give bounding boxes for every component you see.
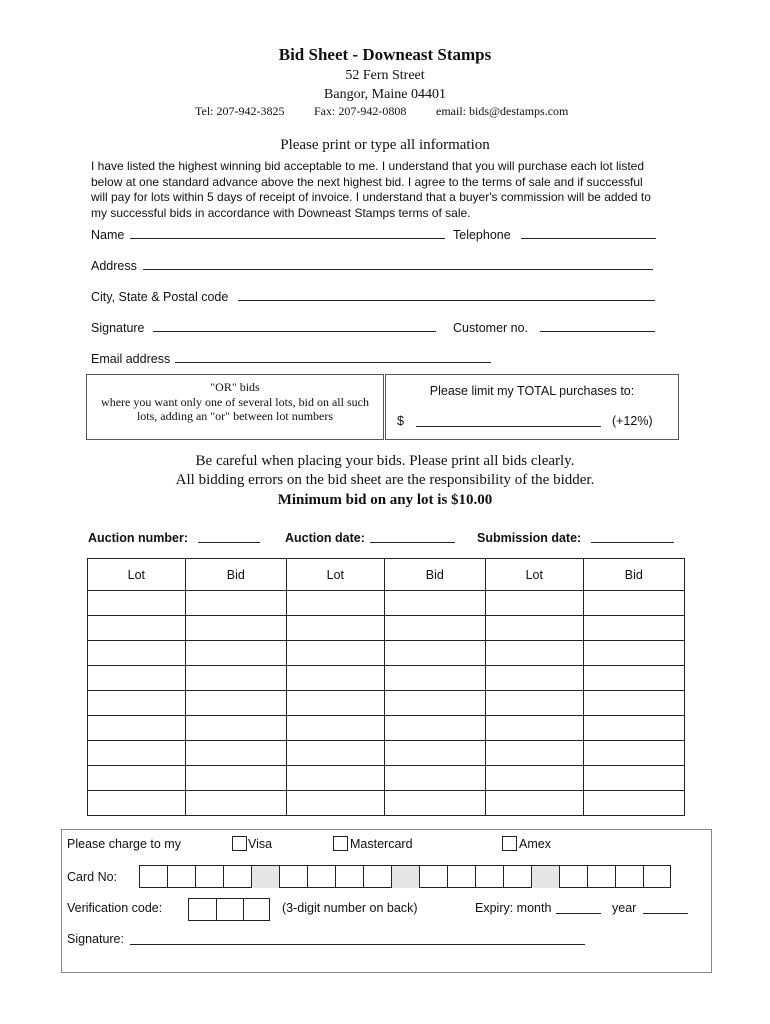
amex-label: Amex: [519, 837, 551, 851]
careful-note: Be careful when placing your bids. Please print all bids clearly.: [195, 453, 575, 469]
address-label: Address: [91, 259, 137, 273]
table-row: [88, 766, 685, 791]
charge-to-label: Please charge to my: [67, 837, 181, 851]
or-bids-text: where you want only one of several lots, bid on all such: [101, 395, 369, 409]
card-digit-cell[interactable]: [224, 866, 252, 888]
terms-line: below at one standard advance above the next highest bid. I agree to the terms of sale and if successful: [91, 174, 643, 189]
auction-date-field[interactable]: [370, 542, 455, 543]
lot-cell[interactable]: [88, 641, 186, 666]
bid-cell[interactable]: [185, 766, 286, 791]
table-row: [88, 791, 685, 816]
lot-cell[interactable]: [88, 791, 186, 816]
card-separator-cell: [392, 866, 420, 888]
card-number-field[interactable]: [139, 865, 671, 888]
bid-cell[interactable]: [384, 641, 485, 666]
terms-line: my successful bids in accordance with Downeast Stamps terms of sale.: [91, 205, 471, 220]
visa-label: Visa: [248, 837, 273, 851]
premium-text: (+12%): [612, 414, 653, 428]
lot-cell[interactable]: [485, 591, 583, 616]
lot-cell[interactable]: [88, 716, 186, 741]
expiry-month-field[interactable]: [556, 913, 601, 914]
payment-signature-label: Signature:: [67, 932, 124, 946]
page-title: Bid Sheet - Downeast Stamps: [278, 45, 492, 64]
or-bids-title: "OR" bids: [210, 380, 260, 394]
table-header-row: [88, 559, 685, 591]
bid-cell[interactable]: [185, 791, 286, 816]
city-state-label: City, State & Postal code: [91, 290, 229, 304]
submission-date-label: Submission date:: [477, 531, 582, 545]
card-separator-cell: [252, 866, 280, 888]
lot-cell[interactable]: [286, 591, 384, 616]
bid-cell[interactable]: [384, 716, 485, 741]
auction-number-label: Auction number:: [88, 531, 188, 545]
mastercard-label: Mastercard: [350, 837, 413, 851]
payment-signature-field[interactable]: [130, 944, 585, 945]
bid-cell[interactable]: [185, 716, 286, 741]
lot-cell[interactable]: [286, 691, 384, 716]
card-digit-cell[interactable]: [364, 866, 392, 888]
submission-date-field[interactable]: [591, 542, 674, 543]
bid-cell[interactable]: [583, 666, 684, 691]
lot-cell[interactable]: [88, 691, 186, 716]
column-header-lot: Lot: [88, 559, 186, 591]
careful-note: All bidding errors on the bid sheet are the responsibility of the bidder.: [175, 472, 595, 488]
tel-text: Tel: 207-942-3825: [195, 104, 285, 118]
bid-cell[interactable]: [384, 766, 485, 791]
expiry-year-label: year: [612, 901, 637, 915]
lot-cell[interactable]: [88, 766, 186, 791]
auction-date-label: Auction date:: [285, 531, 365, 545]
city-address: Bangor, Maine 04401: [324, 87, 446, 102]
column-header-bid: Bid: [583, 559, 684, 591]
currency-symbol: $: [397, 414, 404, 428]
fax-text: Fax: 207-942-0808: [314, 104, 407, 118]
name-field[interactable]: [130, 238, 445, 239]
table-row: [88, 741, 685, 766]
card-digit-cell[interactable]: [560, 866, 588, 888]
bid-cell[interactable]: [185, 691, 286, 716]
email-text: email: bids@destamps.com: [436, 104, 569, 118]
card-digit-cell[interactable]: [336, 866, 364, 888]
visa-checkbox[interactable]: [232, 836, 247, 851]
card-digit-cell[interactable]: [280, 866, 308, 888]
card-digit-cell[interactable]: [140, 866, 168, 888]
email-label: Email address: [91, 352, 171, 366]
lot-cell[interactable]: [88, 741, 186, 766]
bid-cell[interactable]: [384, 666, 485, 691]
lot-cell[interactable]: [485, 741, 583, 766]
expiry-year-field[interactable]: [643, 913, 688, 914]
lot-cell[interactable]: [485, 666, 583, 691]
customer-no-label: Customer no.: [453, 321, 529, 335]
bid-cell[interactable]: [583, 766, 684, 791]
lot-cell[interactable]: [485, 691, 583, 716]
lot-cell[interactable]: [485, 791, 583, 816]
table-row: [88, 691, 685, 716]
bid-cell[interactable]: [384, 591, 485, 616]
bid-cell[interactable]: [185, 641, 286, 666]
bid-cell[interactable]: [185, 666, 286, 691]
signature-field[interactable]: [153, 331, 436, 332]
email-field[interactable]: [175, 362, 491, 363]
card-digit-cell[interactable]: [196, 866, 224, 888]
bid-cell[interactable]: [384, 741, 485, 766]
amex-checkbox[interactable]: [502, 836, 517, 851]
terms-paragraph: [91, 159, 651, 221]
bid-cell[interactable]: [185, 741, 286, 766]
bid-cell[interactable]: [583, 791, 684, 816]
telephone-label: Telephone: [453, 228, 511, 242]
lot-cell[interactable]: [286, 791, 384, 816]
lot-cell[interactable]: [286, 666, 384, 691]
bid-cell[interactable]: [185, 591, 286, 616]
lot-cell[interactable]: [485, 716, 583, 741]
signature-label: Signature: [91, 321, 145, 335]
expiry-month-label: Expiry: month: [475, 901, 552, 915]
verification-label: Verification code:: [67, 901, 163, 915]
address-field[interactable]: [143, 269, 653, 270]
limit-label: Please limit my TOTAL purchases to:: [429, 384, 635, 398]
lot-cell[interactable]: [485, 766, 583, 791]
bid-cell[interactable]: [384, 791, 485, 816]
telephone-field[interactable]: [521, 238, 656, 239]
terms-line: will pay for lots within 5 days of receipt of invoice. I understand that a buyer's commission will be added to: [91, 190, 651, 204]
card-digit-cell[interactable]: [504, 866, 532, 888]
lot-cell[interactable]: [286, 641, 384, 666]
lot-cell[interactable]: [88, 591, 186, 616]
name-label: Name: [91, 228, 125, 242]
card-digit-cell[interactable]: [476, 866, 504, 888]
card-digit-cell[interactable]: [644, 866, 672, 888]
verification-digit-cell[interactable]: [216, 899, 244, 921]
verification-digit-cell[interactable]: [189, 899, 217, 921]
card-digit-cell[interactable]: [448, 866, 476, 888]
card-digit-cell[interactable]: [168, 866, 196, 888]
bid-cell[interactable]: [185, 616, 286, 641]
verification-code-field[interactable]: [188, 898, 270, 921]
bid-cell[interactable]: [583, 616, 684, 641]
auction-number-field[interactable]: [198, 542, 260, 543]
bid-cell[interactable]: [384, 691, 485, 716]
card-digit-cell[interactable]: [308, 866, 336, 888]
bid-cell[interactable]: [384, 616, 485, 641]
or-bids-box: [86, 374, 384, 440]
limit-amount-field[interactable]: [416, 426, 601, 427]
terms-line: I have listed the highest winning bid acceptable to me. I understand that you will purchase each lot listed: [91, 159, 645, 173]
card-digit-cell[interactable]: [420, 866, 448, 888]
bid-cell[interactable]: [583, 641, 684, 666]
column-header-bid: Bid: [185, 559, 286, 591]
table-row: [88, 591, 685, 616]
card-digit-cell[interactable]: [616, 866, 644, 888]
column-header-bid: Bid: [384, 559, 485, 591]
lot-cell[interactable]: [286, 741, 384, 766]
lot-cell[interactable]: [286, 766, 384, 791]
table-row: [88, 666, 685, 691]
lot-cell[interactable]: [88, 666, 186, 691]
minimum-bid-note: Minimum bid on any lot is $10.00: [277, 492, 493, 508]
card-digit-cell[interactable]: [588, 866, 616, 888]
lot-cell[interactable]: [88, 616, 186, 641]
or-bids-text: lots, adding an "or" between lot numbers: [136, 409, 334, 423]
mastercard-checkbox[interactable]: [333, 836, 348, 851]
bid-cell[interactable]: [583, 716, 684, 741]
column-header-lot: Lot: [286, 559, 384, 591]
limit-box: [385, 374, 679, 440]
city-state-field[interactable]: [238, 300, 655, 301]
lot-cell[interactable]: [485, 641, 583, 666]
lot-cell[interactable]: [286, 716, 384, 741]
bid-cell[interactable]: [583, 691, 684, 716]
table-row: [88, 641, 685, 666]
print-note: Please print or type all information: [280, 137, 490, 153]
table-row: [88, 716, 685, 741]
lot-cell[interactable]: [286, 616, 384, 641]
lot-cell[interactable]: [485, 616, 583, 641]
table-row: [88, 616, 685, 641]
customer-no-field[interactable]: [540, 331, 655, 332]
card-separator-cell: [532, 866, 560, 888]
bid-cell[interactable]: [583, 591, 684, 616]
card-no-label: Card No:: [67, 870, 118, 884]
bid-cell[interactable]: [583, 741, 684, 766]
street-address: 52 Fern Street: [345, 68, 425, 83]
column-header-lot: Lot: [485, 559, 583, 591]
bid-table: [87, 558, 685, 816]
verification-hint: (3-digit number on back): [282, 901, 418, 915]
